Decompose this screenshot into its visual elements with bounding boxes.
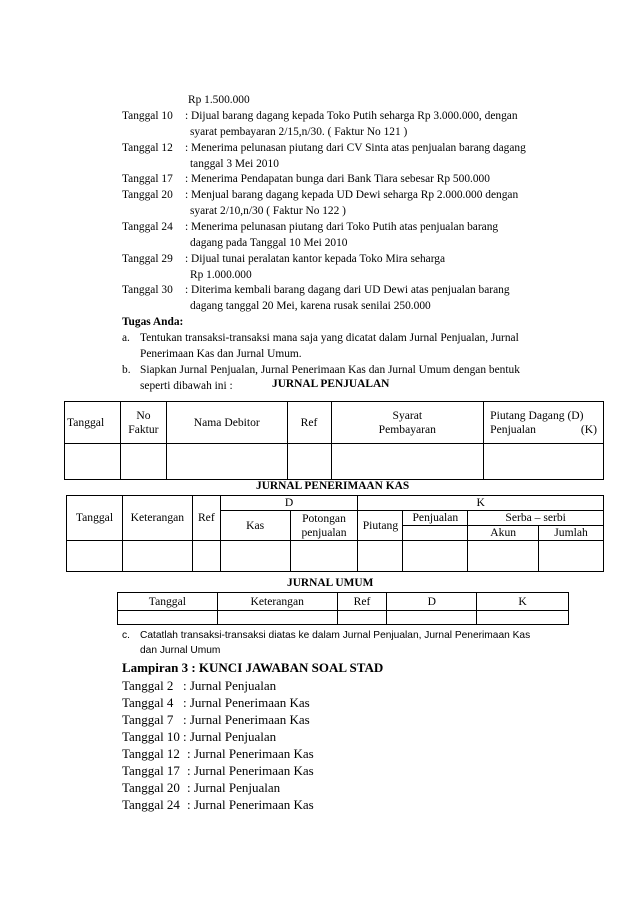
jp-header-syarat [331,402,484,444]
transaction-6-date: Tanggal 29 [122,253,173,265]
jpk-cell [468,541,539,572]
jpk-header-akun: Akun [468,526,539,541]
task-c-line-0: Catatlah transaksi-transaksi diatas ke dalam Jurnal Penjualan, Jurnal Penerimaan Kas [140,630,531,641]
jpk-header-penjualan: Penjualan [403,511,468,526]
jp-cell [65,444,121,480]
ju-cell [387,611,477,625]
answer-1-journal: : Jurnal Penerimaan Kas [183,695,310,710]
jpk-header-jumlah: Jumlah [539,526,604,541]
jpk-header-ref: Ref [192,496,220,541]
task-b-line-1: seperti dibawah ini : [140,380,233,392]
transaction-2-date: Tanggal 12 [122,142,173,154]
jp-header-faktur: Faktur [128,422,159,436]
task-a-marker: a. [122,332,130,344]
jpk-cell [192,541,220,572]
answer-0-date: Tanggal 2 [122,678,174,693]
answer-2-journal: : Jurnal Penerimaan Kas [183,712,310,727]
ju-cell [477,611,569,625]
jpk-header-serba-serbi: Serba – serbi [468,511,604,526]
jpk-empty-row [67,541,604,572]
ju-header-keterangan: Keterangan [217,593,337,611]
ju-header-ref: Ref [337,593,387,611]
ju-cell [337,611,387,625]
jp-header-syarat-2: Pembayaran [378,422,436,436]
jp-header-piutang-2a: Penjualan [490,422,536,436]
transaction-5-line-0: : Menerima pelunasan piutang dari Toko Putih atas penjualan barang [185,221,499,233]
jp-header-ref: Ref [287,402,331,444]
answer-7-journal: : Jurnal Penerimaan Kas [187,797,314,812]
ju-header-debit: D [387,593,477,611]
transaction-7-line-0: : Diterima kembali barang dagang dari UD Dewi atas penjualan barang [185,284,510,296]
task-b-marker: b. [122,364,131,376]
jpk-header-tanggal: Tanggal [67,496,123,541]
jpk-cell [122,541,192,572]
jpk-header-potongan-1: Potongan [302,511,346,525]
jp-header-piutang [484,402,604,444]
task-a-line-1: Penerimaan Kas dan Jurnal Umum. [140,348,302,360]
transaction-3-date: Tanggal 17 [122,173,173,185]
task-b-line-0: Siapkan Jurnal Penjualan, Jurnal Penerimaan Kas dan Jurnal Umum dengan bentuk [140,364,520,376]
jpk-cell [358,541,403,572]
transaction-2-line-0: : Menerima pelunasan piutang dari CV Sinta atas penjualan barang dagang [185,142,526,154]
ju-cell [217,611,337,625]
jurnal-penerimaan-kas-table [66,495,604,572]
jpk-header-potongan [290,511,358,541]
answer-6-date: Tanggal 20 [122,780,180,795]
jurnal-umum-title: JURNAL UMUM [287,577,374,589]
transaction-4-date: Tanggal 20 [122,189,173,201]
transaction-7-line-1: dagang tanggal 20 Mei, karena rusak senilai 250.000 [190,300,431,312]
transaction-1-date: Tanggal 10 [122,110,173,122]
lampiran-heading: Lampiran 3 : KUNCI JAWABAN SOAL STAD [122,660,384,675]
jp-cell [287,444,331,480]
transaction-3-line-0: : Menerima Pendapatan bunga dari Bank Tiara sebesar Rp 500.000 [185,173,490,185]
ju-empty-row [118,611,569,625]
jpk-cell [403,541,468,572]
answer-5-journal: : Jurnal Penerimaan Kas [187,763,314,778]
jpk-header-debit: D [220,496,358,511]
jpk-cell [290,541,358,572]
jp-header-tanggal: Tanggal [65,402,121,444]
answer-3-date: Tanggal 10 [122,729,180,744]
transaction-6-line-0: : Dijual tunai peralatan kantor kepada Toko Mira seharga [185,253,446,265]
transaction-1-line-0: : Dijual barang dagang kepada Toko Putih seharga Rp 3.000.000, dengan [185,110,518,122]
jp-cell [484,444,604,480]
task-c-line-1: dan Jurnal Umum [140,645,221,656]
jpk-header-piutang: Piutang [358,511,403,541]
answer-4-date: Tanggal 12 [122,746,180,761]
answer-0-journal: : Jurnal Penjualan [183,678,277,693]
jurnal-penjualan-table [64,401,604,480]
jpk-header-keterangan: Keterangan [122,496,192,541]
jpk-header-penjualan-blank [403,526,468,541]
transaction-0-line-0: Rp 1.500.000 [188,94,250,106]
transaction-4-line-1: syarat 2/10,n/30 ( Faktur No 122 ) [190,205,346,217]
jurnal-umum-table [117,592,569,625]
jp-header-no: No [136,408,151,422]
jpk-header-kas: Kas [220,511,290,541]
jpk-header-kredit: K [358,496,604,511]
jp-header-piutang-1: Piutang Dagang (D) [490,408,584,422]
jpk-cell [67,541,123,572]
answer-6-journal: : Jurnal Penjualan [187,780,281,795]
transaction-6-line-1: Rp 1.000.000 [190,269,252,281]
jurnal-penjualan-title: JURNAL PENJUALAN [272,378,390,390]
jpk-header-potongan-2: penjualan [301,525,347,539]
jp-cell [166,444,287,480]
jp-header-syarat-1: Syarat [392,408,423,422]
transaction-5-date: Tanggal 24 [122,221,173,233]
jp-header-no-faktur [120,402,166,444]
task-c-marker: c. [122,630,130,641]
jp-header-nama-debitor: Nama Debitor [166,402,287,444]
jp-header-piutang-2b: (K) [580,422,597,436]
jpk-cell [539,541,604,572]
answer-1-date: Tanggal 4 [122,695,174,710]
answer-7-date: Tanggal 24 [122,797,180,812]
jp-cell [331,444,484,480]
answer-2-date: Tanggal 7 [122,712,174,727]
answer-4-journal: : Jurnal Penerimaan Kas [187,746,314,761]
transaction-1-line-1: syarat pembayaran 2/15,n/30. ( Faktur No 121 ) [190,126,408,138]
answer-3-journal: : Jurnal Penjualan [183,729,277,744]
ju-header-tanggal: Tanggal [118,593,218,611]
jp-empty-row [65,444,604,480]
tasks-heading: Tugas Anda: [122,316,184,328]
jp-cell [120,444,166,480]
transaction-4-line-0: : Menjual barang dagang kepada UD Dewi seharga Rp 2.000.000 dengan [185,189,519,201]
ju-header-kredit: K [477,593,569,611]
jpk-cell [220,541,290,572]
task-a-line-0: Tentukan transaksi-transaksi mana saja yang dicatat dalam Jurnal Penjualan, Jurnal [140,332,519,344]
answer-5-date: Tanggal 17 [122,763,180,778]
ju-cell [118,611,218,625]
transaction-7-date: Tanggal 30 [122,284,173,296]
transaction-2-line-1: tanggal 3 Mei 2010 [190,158,279,170]
jurnal-penerimaan-kas-title: JURNAL PENERIMAAN KAS [256,480,410,492]
transaction-5-line-1: dagang pada Tanggal 10 Mei 2010 [190,237,348,249]
